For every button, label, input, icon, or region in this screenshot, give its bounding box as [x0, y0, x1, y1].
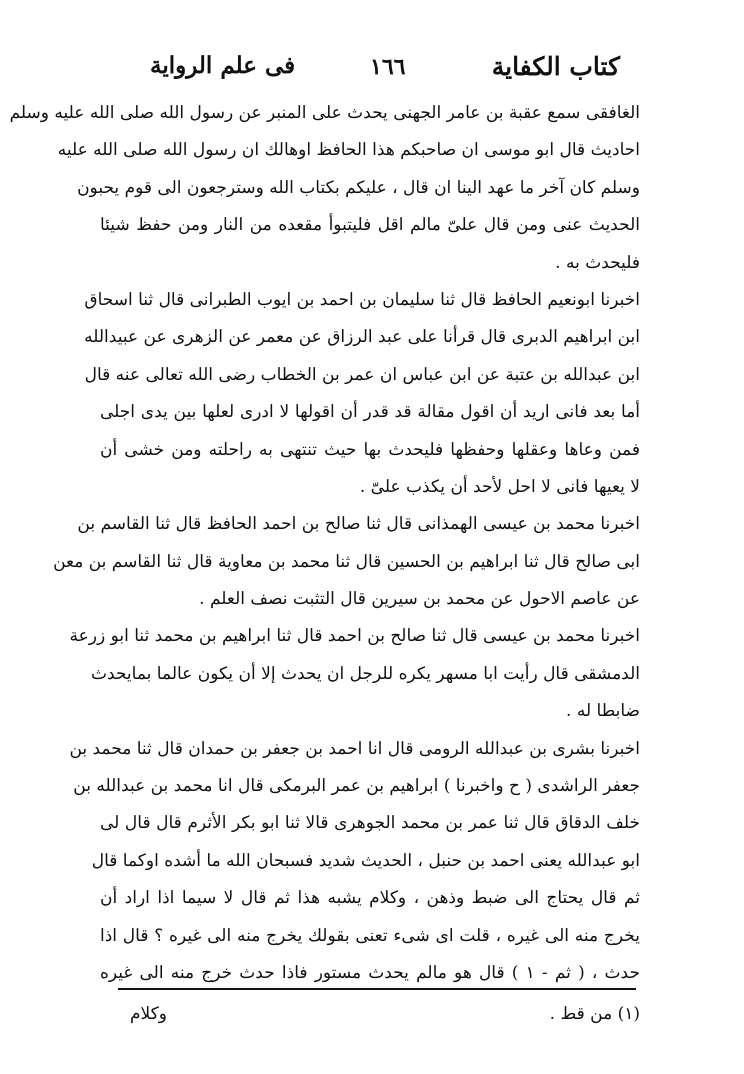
text-line: الغافقى سمع عقبة بن عامر الجهنى يحدث على المنبر عن رسول الله صلى الله عليه وسلم — [9, 103, 640, 123]
text-line: فليحدث به . — [555, 252, 640, 273]
text-line: حدث ، ( ثم - ١ ) قال هو مالم يحدث مستور فاذا حدث خرج منه الى غيره — [100, 962, 640, 983]
text-line: ضابطا له . — [566, 701, 640, 722]
page-header — [150, 52, 620, 92]
page-footer — [130, 1004, 640, 1034]
text-line: الدمشقى قال رأيت ابا مسهر يكره للرجل ان يحدث إلا أن يكون عالما بمايحدث — [91, 663, 640, 684]
text-line: ثم قال يحتاج الى ضبط وذهن ، وكلام يشبه هذا ثم قال لا سيما اذا اراد أن — [100, 888, 640, 909]
text-line: عن عاصم الاحول عن محمد بن سيرين قال التثبت نصف العلم . — [199, 589, 640, 610]
main-text — [9, 95, 640, 992]
text-line: لا يعيها فانى لا احل لأحد أن يكذب علىّ . — [359, 476, 640, 497]
text-line: فمن وعاها وعقلها وحفظها فليحدث بها حيث تنتهى به راحلته ومن خشى أن — [100, 439, 640, 460]
text-line: ابو عبدالله يعنى احمد بن حنبل ، الحديث شديد فسبحان الله ما أشده اوكما قال — [91, 850, 640, 871]
footnote: (١) من قط . — [549, 1004, 640, 1024]
text-line: ابن ابراهيم الدبرى قال قرأنا على عبد الرزاق عن معمر عن الزهرى عن عبيدالله — [84, 327, 640, 348]
text-line: ابى صالح قال ثنا ابراهيم بن الحسين قال ثنا محمد بن معاوية قال ثنا القاسم بن معن — [53, 551, 640, 572]
book-title: كتاب الكفاية — [491, 52, 620, 81]
text-line: أما بعد فانى اريد أن اقول مقالة قد قدر أن اقولها لا ادرى لعلها بين يدى اجلى — [100, 402, 640, 423]
text-line: اخبرنا بشرى بن عبدالله الرومى قال انا احمد بن جعفر بن حمدان قال ثنا محمد بن — [69, 738, 640, 759]
text-line: جعفر الراشدى ( ح واخبرنا ) ابراهيم بن عمر البرمكى قال انا محمد بن عبدالله بن — [73, 776, 640, 797]
text-line: اخبرنا ابونعيم الحافظ قال ثنا سليمان بن احمد بن ايوب الطبرانى قال ثنا اسحاق — [84, 289, 640, 310]
text-line: وسلم كان آخر ما عهد الينا ان قال ، عليكم بكتاب الله وسترجعون الى قوم يحبون — [77, 177, 640, 198]
text-line: يخرج منه الى غيره ، قلت اى شىء تعنى بقولك يخرج منه الى غيره ؟ قال اذا — [100, 925, 640, 946]
footnote-divider — [118, 988, 636, 990]
page-number: ١٦٦ — [370, 54, 406, 80]
text-line: الحديث عنى ومن قال علىّ مالم اقل فليتبوأ مقعده من النار ومن حفظ شيئا — [100, 215, 640, 236]
catchword: وكلام — [130, 1004, 167, 1024]
text-line: ابن عبدالله بن عتبة عن ابن عباس ان عمر بن الخطاب رضى الله تعالى عنه قال — [84, 364, 640, 385]
text-line: خلف الدقاق قال ثنا عمر بن محمد الجوهرى قالا ثنا ابو بكر الأثرم قال قال لى — [100, 813, 640, 834]
text-line: احاديث قال ابو موسى ان صاحبكم هذا الحافظ اوهالك ان رسول الله صلى الله عليه — [57, 140, 640, 161]
text-line: اخبرنا محمد بن عيسى قال ثنا صالح بن احمد قال ثنا ابراهيم بن محمد ثنا ابو زرعة — [69, 626, 640, 647]
text-line: اخبرنا محمد بن عيسى الهمذانى قال ثنا صالح بن احمد الحافظ قال ثنا القاسم بن — [77, 514, 640, 535]
section-title: فى علم الرواية — [150, 52, 296, 79]
